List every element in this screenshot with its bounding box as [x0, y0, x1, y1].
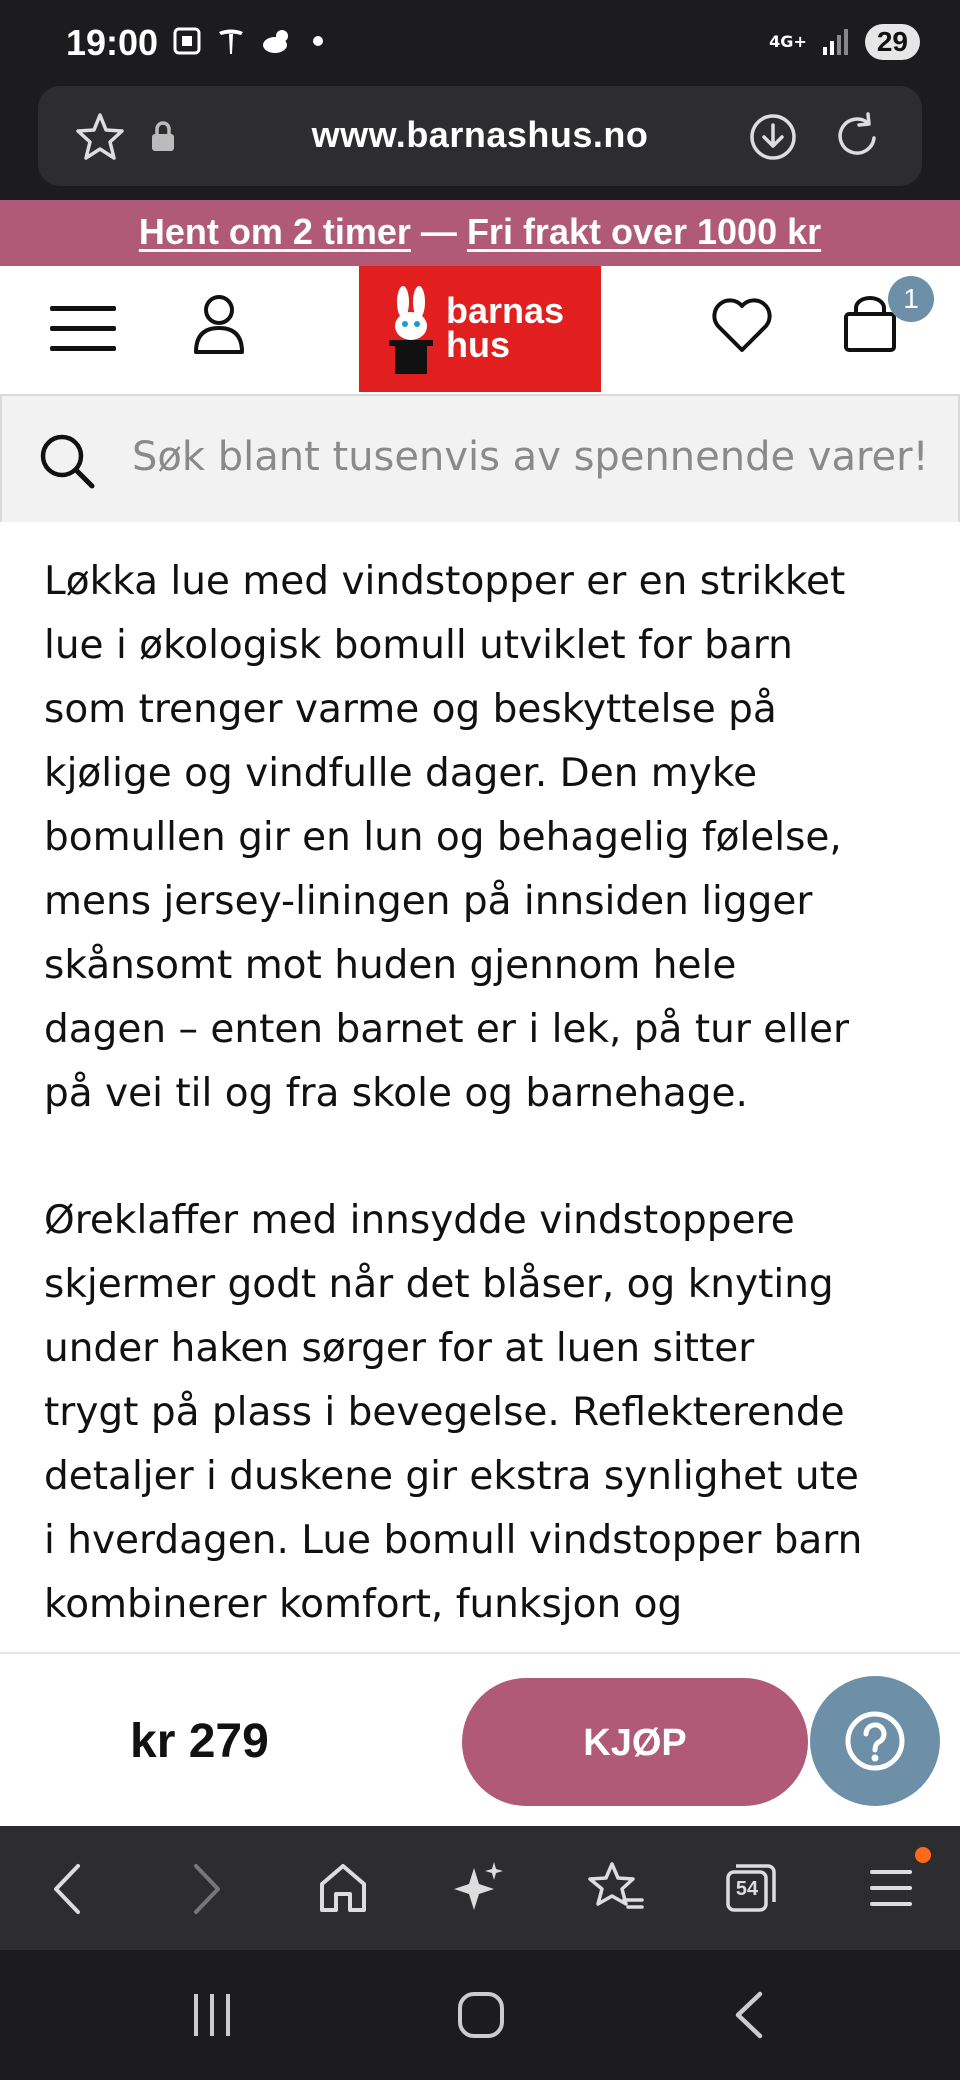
- rabbit-hat-logo-icon: [381, 284, 441, 376]
- free-shipping-link[interactable]: Fri frakt over 1000 kr: [466, 211, 822, 252]
- home-button-icon[interactable]: [456, 1990, 506, 2040]
- logo-text: barnas hus: [446, 290, 565, 365]
- notification-dot-icon: [914, 1846, 932, 1864]
- user-icon[interactable]: [192, 292, 246, 356]
- site-logo[interactable]: [359, 266, 601, 392]
- promo-separator: —: [420, 211, 457, 252]
- search-input[interactable]: Søk blant tusenvis av spennende varer!: [132, 434, 929, 480]
- download-icon[interactable]: [748, 112, 798, 162]
- description-paragraph-1: Løkka lue med vindstopper er en strikket lue i økologisk bomull utviklet for barn som trenger varme og beskyttelse på kjølige og vindfulle dager. Den myke bomullen gir en lun og behagelig følelse, mens jersey-liningen på innsiden ligger skånsomt mot huden gjennom hele dagen – enten barnet er i lek, på tur eller på vei til og fra skole og barnehage.: [44, 559, 849, 1116]
- system-navigation: [0, 1950, 960, 2080]
- back-icon[interactable]: [48, 1862, 88, 1916]
- buy-bar: [0, 1652, 960, 1826]
- dot-icon: [308, 26, 328, 56]
- home-icon[interactable]: [318, 1862, 368, 1914]
- battery-indicator: 29: [865, 24, 920, 60]
- browser-toolbar: [0, 1826, 960, 1950]
- status-right: [769, 24, 920, 60]
- forward-icon[interactable]: [186, 1862, 226, 1916]
- bookmarks-icon[interactable]: [586, 1860, 644, 1916]
- signal-icon: [821, 27, 851, 57]
- cart-count-badge: 1: [888, 276, 934, 322]
- search-bar[interactable]: [0, 394, 960, 524]
- promo-banner: [0, 200, 960, 266]
- status-time: 19:00: [66, 22, 159, 63]
- menu-icon[interactable]: [868, 1864, 914, 1912]
- product-description: [0, 522, 960, 1652]
- pickup-link[interactable]: Hent om 2 timer: [138, 211, 411, 252]
- status-icons: [172, 26, 328, 56]
- screenshot-icon: [172, 26, 202, 56]
- help-button[interactable]: [810, 1676, 940, 1806]
- tesla-icon: [216, 26, 246, 56]
- buy-button[interactable]: KJØP: [462, 1678, 808, 1806]
- heart-icon[interactable]: [710, 296, 774, 354]
- status-bar: [0, 0, 960, 86]
- description-paragraph-2: Øreklaffer med innsydde vindstoppere skjermer godt når det blåser, og knyting under haken sørger for at luen sitter trygt på plass i bevegelse. Reflekterende detaljer i duskene gir ekstra synlighet ute i hverdagen. Lue bomull vindstopper barn kombinerer komfort, funksjon og: [44, 1198, 863, 1627]
- recent-apps-icon[interactable]: [190, 1992, 234, 2038]
- tab-count: 54: [735, 1878, 759, 1900]
- weather-icon: [260, 26, 294, 56]
- address-bar[interactable]: [38, 86, 922, 186]
- url-text[interactable]: www.barnashus.no: [311, 114, 649, 155]
- help-icon: [843, 1709, 907, 1773]
- product-price: kr 279: [130, 1715, 269, 1768]
- system-back-icon[interactable]: [732, 1990, 766, 2040]
- reload-icon[interactable]: [832, 110, 884, 162]
- hamburger-menu-icon[interactable]: [48, 302, 118, 356]
- network-type: 4G+: [769, 32, 807, 51]
- search-icon: [38, 432, 96, 490]
- site-header: [0, 266, 960, 394]
- tabs-button[interactable]: [726, 1864, 776, 1912]
- ai-sparkle-icon[interactable]: [452, 1860, 506, 1916]
